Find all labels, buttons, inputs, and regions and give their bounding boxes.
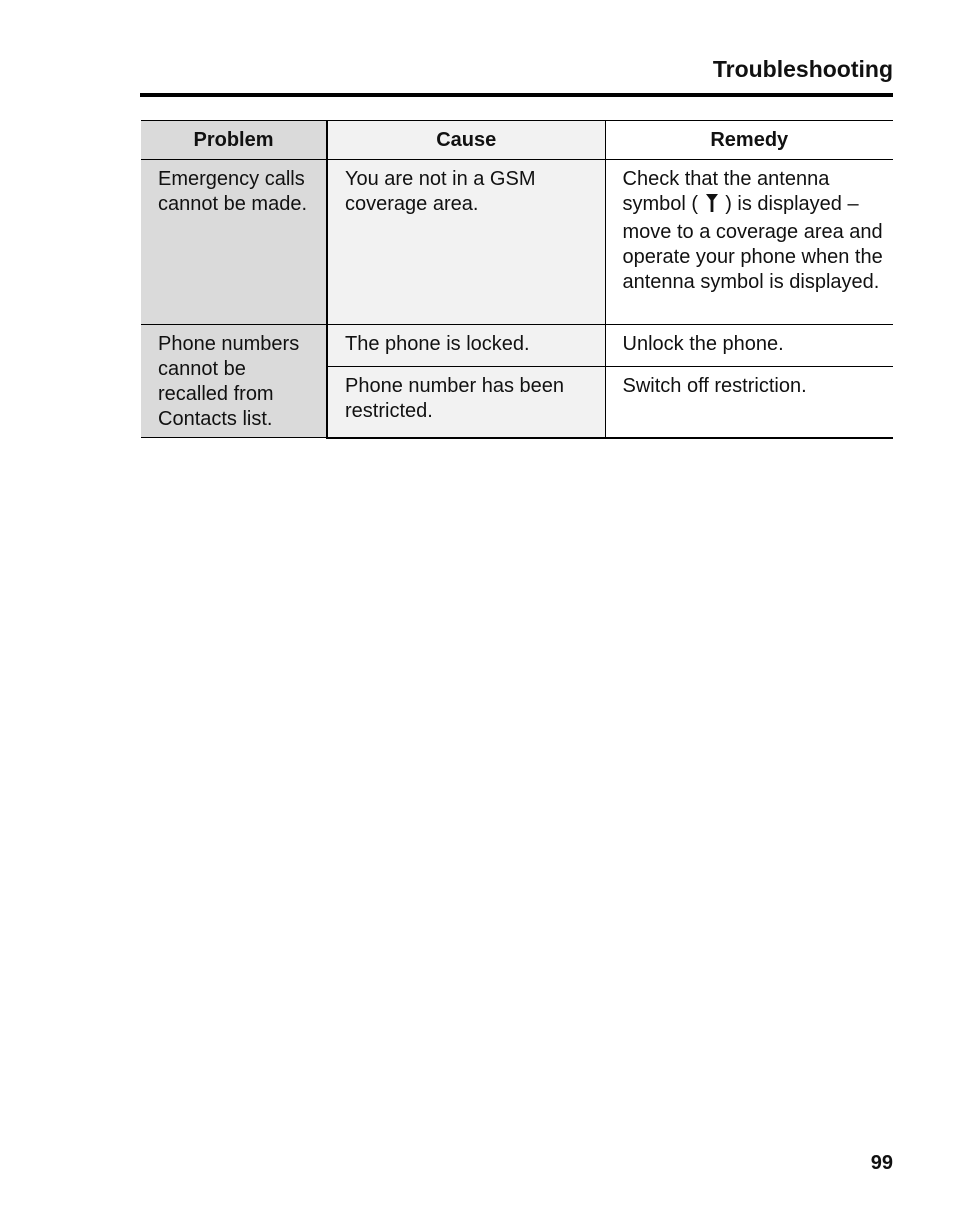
cause-cell: You are not in a GSM coverage area. [327,160,605,325]
remedy-text-after-icon: ) is displayed – move to a coverage area and operate your phone when the antenna symbol is displayed. [622,193,883,293]
problem-cell: Phone numbers cannot be recalled from Contacts list. [141,325,327,438]
problem-cell: Emergency calls cannot be made. [141,160,327,325]
antenna-icon [705,193,719,220]
remedy-cell: Switch off restriction. [605,367,893,438]
remedy-cell [605,160,893,325]
column-header-cause: Cause [327,121,605,160]
page-number: 99 [870,1152,893,1174]
column-header-remedy: Remedy [605,121,893,160]
troubleshooting-table [141,120,893,439]
section-title: Troubleshooting [712,56,893,82]
title-rule [140,93,893,97]
cause-cell: The phone is locked. [327,325,605,367]
table-row [141,160,893,325]
cause-cell: Phone number has been restricted. [327,367,605,438]
table-row [141,325,893,367]
table-header-row [141,121,893,160]
column-header-problem: Problem [141,121,327,160]
remedy-text-before-icon: Check that the antenna symbol ( [622,168,830,215]
remedy-cell: Unlock the phone. [605,325,893,367]
